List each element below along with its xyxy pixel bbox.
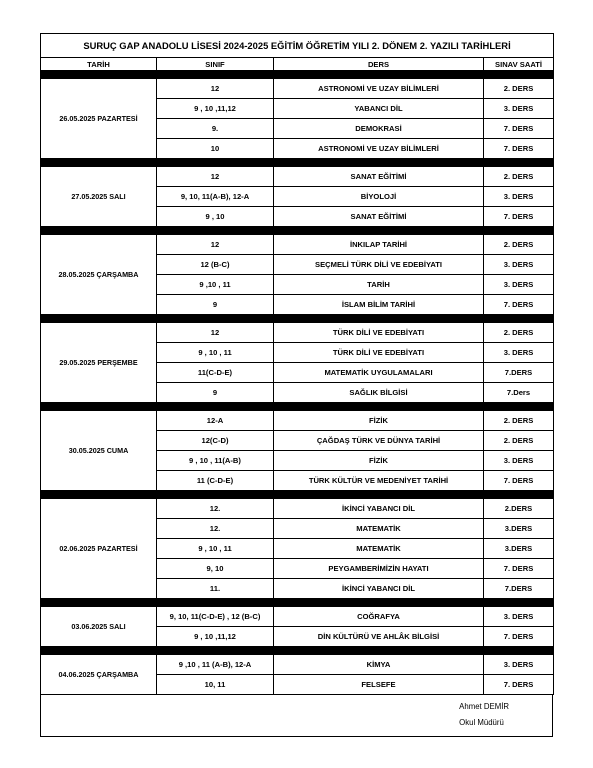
separator-bar (41, 599, 554, 607)
period-cell: 2. DERS (484, 411, 554, 431)
course-cell: SEÇMELİ TÜRK DİLİ VE EDEBİYATI (274, 255, 484, 275)
course-cell: KİMYA (274, 655, 484, 675)
course-cell: İSLAM BİLİM TARİHİ (274, 295, 484, 315)
day-separator (41, 491, 554, 499)
table-row (41, 79, 554, 99)
class-cell: 10 (157, 139, 274, 159)
exam-date: 28.05.2025 ÇARŞAMBA (41, 235, 157, 315)
course-cell: İKİNCİ YABANCI DİL (274, 499, 484, 519)
period-cell: 7. DERS (484, 675, 554, 695)
separator-bar (41, 315, 554, 323)
course-cell: ÇAĞDAŞ TÜRK VE DÜNYA TARİHİ (274, 431, 484, 451)
period-cell: 7.DERS (484, 579, 554, 599)
class-cell: 9 , 10 ,11,12 (157, 627, 274, 647)
header-tarih: TARİH (41, 58, 157, 71)
course-cell: TARİH (274, 275, 484, 295)
period-cell: 2. DERS (484, 167, 554, 187)
header-row (41, 58, 554, 71)
course-cell: İKİNCİ YABANCI DİL (274, 579, 484, 599)
period-cell: 7. DERS (484, 139, 554, 159)
class-cell: 12. (157, 499, 274, 519)
day-separator (41, 599, 554, 607)
class-cell: 9 (157, 383, 274, 403)
exam-date: 04.06.2025 ÇARŞAMBA (41, 655, 157, 695)
class-cell: 9 ,10 , 11 (157, 275, 274, 295)
class-cell: 12(C-D) (157, 431, 274, 451)
exam-schedule-table (40, 33, 554, 695)
period-cell: 3. DERS (484, 255, 554, 275)
class-cell: 12 (157, 323, 274, 343)
course-cell: PEYGAMBERİMİZİN HAYATI (274, 559, 484, 579)
course-cell: FİZİK (274, 411, 484, 431)
table-row (41, 167, 554, 187)
period-cell: 3. DERS (484, 655, 554, 675)
exam-date: 27.05.2025 SALI (41, 167, 157, 227)
separator-bar (41, 159, 554, 167)
class-cell: 11(C-D-E) (157, 363, 274, 383)
exam-schedule-sheet (40, 33, 553, 737)
course-cell: TÜRK DİLİ VE EDEBİYATI (274, 343, 484, 363)
header-saat: SINAV SAATİ (484, 58, 554, 71)
period-cell: 3.DERS (484, 519, 554, 539)
exam-date: 30.05.2025 CUMA (41, 411, 157, 491)
separator-bar (41, 647, 554, 655)
table-row (41, 411, 554, 431)
course-cell: DEMOKRASİ (274, 119, 484, 139)
table-row (41, 235, 554, 255)
separator-bar (41, 491, 554, 499)
table-row (41, 499, 554, 519)
day-separator (41, 227, 554, 235)
table-row (41, 655, 554, 675)
schedule-body (41, 34, 554, 695)
class-cell: 10, 11 (157, 675, 274, 695)
course-cell: FELSEFE (274, 675, 484, 695)
separator-bar (41, 227, 554, 235)
class-cell: 12 (B-C) (157, 255, 274, 275)
class-cell: 9 , 10 , 11(A-B) (157, 451, 274, 471)
class-cell: 12-A (157, 411, 274, 431)
course-cell: DİN KÜLTÜRÜ VE AHLÂK BİLGİSİ (274, 627, 484, 647)
day-separator (41, 71, 554, 79)
class-cell: 9 , 10 , 11 (157, 539, 274, 559)
period-cell: 7. DERS (484, 295, 554, 315)
class-cell: 9 (157, 295, 274, 315)
class-cell: 12 (157, 167, 274, 187)
period-cell: 3. DERS (484, 187, 554, 207)
principal-role: Okul Müdürü (459, 718, 504, 727)
period-cell: 7. DERS (484, 119, 554, 139)
course-cell: YABANCI DİL (274, 99, 484, 119)
period-cell: 3. DERS (484, 275, 554, 295)
period-cell: 2.DERS (484, 499, 554, 519)
class-cell: 12 (157, 235, 274, 255)
exam-date: 03.06.2025 SALI (41, 607, 157, 647)
period-cell: 2. DERS (484, 79, 554, 99)
class-cell: 9 , 10 , 11 (157, 343, 274, 363)
period-cell: 3. DERS (484, 607, 554, 627)
day-separator (41, 315, 554, 323)
course-cell: SANAT EĞİTİMİ (274, 207, 484, 227)
course-cell: FİZİK (274, 451, 484, 471)
header-sinif: SINIF (157, 58, 274, 71)
course-cell: SAĞLIK BİLGİSİ (274, 383, 484, 403)
period-cell: 7. DERS (484, 627, 554, 647)
class-cell: 12 (157, 79, 274, 99)
class-cell: 9. (157, 119, 274, 139)
exam-date: 02.06.2025 PAZARTESİ (41, 499, 157, 599)
class-cell: 11 (C-D-E) (157, 471, 274, 491)
period-cell: 7. DERS (484, 207, 554, 227)
period-cell: 7.Ders (484, 383, 554, 403)
course-cell: ASTRONOMİ VE UZAY BİLİMLERİ (274, 79, 484, 99)
course-cell: SANAT EĞİTİMİ (274, 167, 484, 187)
course-cell: İNKILAP TARİHİ (274, 235, 484, 255)
period-cell: 7. DERS (484, 471, 554, 491)
course-cell: BİYOLOJİ (274, 187, 484, 207)
course-cell: MATEMATİK (274, 519, 484, 539)
period-cell: 3. DERS (484, 343, 554, 363)
exam-date: 26.05.2025 PAZARTESİ (41, 79, 157, 159)
course-cell: COĞRAFYA (274, 607, 484, 627)
class-cell: 9, 10 (157, 559, 274, 579)
table-row (41, 323, 554, 343)
course-cell: MATEMATİK (274, 539, 484, 559)
period-cell: 2. DERS (484, 431, 554, 451)
table-row (41, 607, 554, 627)
day-separator (41, 403, 554, 411)
day-separator (41, 647, 554, 655)
class-cell: 9, 10, 11(A-B), 12-A (157, 187, 274, 207)
class-cell: 11. (157, 579, 274, 599)
period-cell: 7. DERS (484, 559, 554, 579)
signature-area (40, 695, 553, 737)
class-cell: 9 , 10 ,11,12 (157, 99, 274, 119)
exam-date: 29.05.2025 PERŞEMBE (41, 323, 157, 403)
signature-block (459, 699, 509, 731)
course-cell: MATEMATİK UYGULAMALARI (274, 363, 484, 383)
period-cell: 2. DERS (484, 235, 554, 255)
separator-bar (41, 403, 554, 411)
title-row (41, 34, 554, 58)
class-cell: 12. (157, 519, 274, 539)
class-cell: 9 , 10 (157, 207, 274, 227)
class-cell: 9, 10, 11(C-D-E) , 12 (B-C) (157, 607, 274, 627)
day-separator (41, 159, 554, 167)
header-ders: DERS (274, 58, 484, 71)
period-cell: 3. DERS (484, 451, 554, 471)
period-cell: 2. DERS (484, 323, 554, 343)
class-cell: 9 ,10 , 11 (A-B), 12-A (157, 655, 274, 675)
document-title: SURUÇ GAP ANADOLU LİSESİ 2024-2025 EĞİTİM ÖĞRETİM YILI 2. DÖNEM 2. YAZILI TARİHLERİ (41, 34, 554, 58)
principal-name: Ahmet DEMİR (459, 702, 509, 711)
period-cell: 7.DERS (484, 363, 554, 383)
separator-bar (41, 71, 554, 79)
course-cell: TÜRK DİLİ VE EDEBİYATI (274, 323, 484, 343)
period-cell: 3. DERS (484, 99, 554, 119)
course-cell: ASTRONOMİ VE UZAY BİLİMLERİ (274, 139, 484, 159)
course-cell: TÜRK KÜLTÜR VE MEDENİYET TARİHİ (274, 471, 484, 491)
period-cell: 3.DERS (484, 539, 554, 559)
